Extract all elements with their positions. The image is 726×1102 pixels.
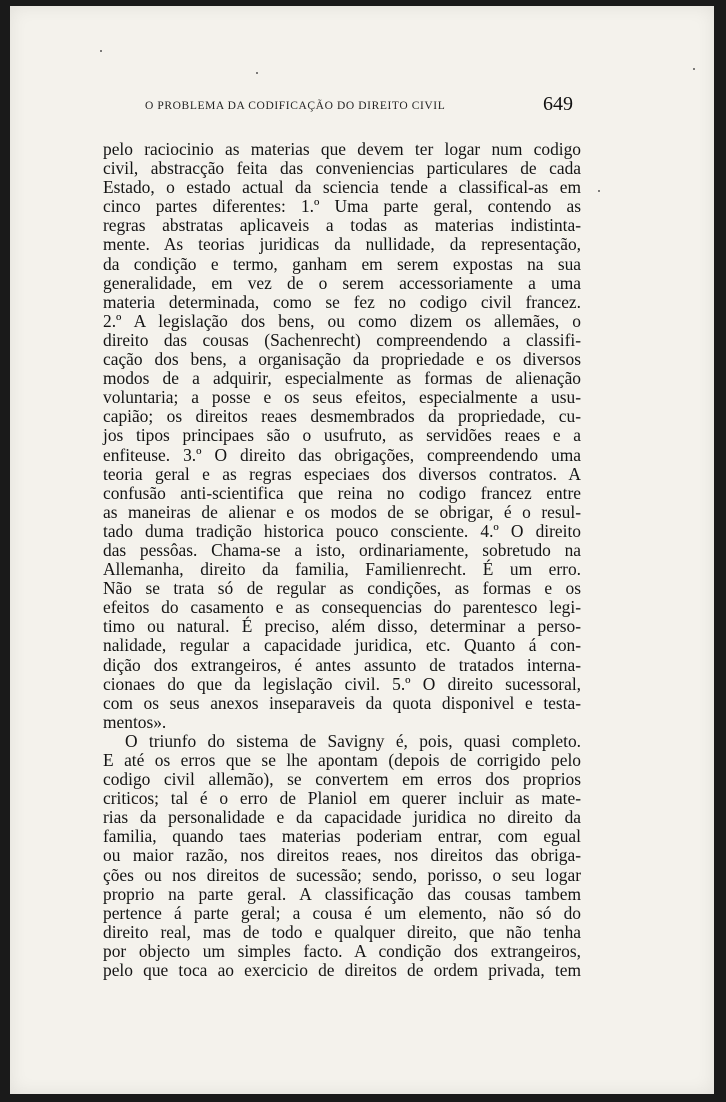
text-line: E até os erros que se lhe apontam (depois de corrigido pelo [103, 750, 581, 770]
text-line: regras abstratas aplicaveis a todas as materias indistinta- [103, 215, 581, 236]
text-line: mente. As teorias juridicas da nullidade, da representação, [103, 234, 581, 255]
text-line: Allemanha, direito da familia, Familienrecht. É um erro. [103, 559, 581, 580]
text-line: Estado, o estado actual da sciencia tende a classifical-as em [103, 177, 581, 198]
text-line: proprio na parte geral. A classificação das cousas tambem [103, 883, 581, 904]
text-line: tado duma tradição historica pouco consciente. 4.º O direito [103, 520, 581, 541]
text-line: criticos; tal é o erro de Planiol em querer incluir as mate- [103, 788, 581, 809]
text-line: Não se trata só de regular as condições, as formas e os [103, 578, 581, 599]
text-line: por objecto um simples facto. A condição dos extrangeiros, [103, 940, 581, 961]
page-number: 649 [543, 93, 573, 115]
text-line: civil, abstracção feita das conveniencias particulares de cada [103, 158, 581, 179]
text-line: pertence á parte geral; a cousa é um elemento, não só do [103, 902, 581, 923]
text-line: generalidade, em vez de o serem accessoriamente a uma [103, 272, 581, 293]
body-text [103, 140, 581, 980]
text-line: materia determinada, como se fez no codigo civil francez. [103, 291, 581, 312]
text-line: voluntaria; a posse e os seus efeitos, especialmente a usu- [103, 387, 581, 408]
paper-speck [598, 190, 600, 192]
text-line: dição dos extrangeiros, é antes assunto de tratados interna- [103, 654, 581, 675]
text-line: cação dos bens, a organisação da propriedade e os diversos [103, 349, 581, 370]
text-line: rias da personalidade e da capacidade juridica no direito da [103, 807, 581, 828]
text-line: O triunfo do sistema de Savigny é, pois, quasi completo. [125, 730, 581, 751]
paper-speck [100, 50, 102, 52]
text-line: capião; os direitos reaes desmembrados da propriedade, cu- [103, 406, 581, 427]
text-line: modos de a adquirir, especialmente as formas de alienação [103, 368, 581, 389]
text-line: mentos». [103, 711, 167, 732]
text-line: cionaes do que da legislação civil. 5.º O direito sucessoral, [103, 673, 581, 694]
text-line: cinco partes diferentes: 1.º Uma parte geral, contendo as [103, 196, 581, 217]
text-line: pelo raciocinio as materias que devem ter logar num codigo [103, 139, 581, 159]
text-line: enfiteuse. 3.º O direito das obrigações, compreendendo uma [103, 444, 581, 465]
text-line: nalidade, regular a capacidade juridica, etc. Quanto á con- [103, 635, 581, 656]
text-line: timo ou natural. É preciso, além disso, determinar a perso- [103, 616, 581, 637]
text-line: ções ou nos direitos de sucessão; sendo, porisso, o seu logar [103, 864, 581, 885]
text-line: efeitos do casamento e as consequencias do parentesco legi- [103, 597, 581, 618]
paper-speck [256, 72, 258, 74]
text-line: confusão anti-scientifica que reina no codigo francez entre [103, 482, 581, 503]
text-line: as maneiras de alienar e os modos de se obrigar, é o resul- [103, 501, 581, 522]
running-header: O PROBLEMA DA CODIFICAÇÃO DO DIREITO CIVIL [145, 100, 446, 112]
text-line: pelo que toca ao exercicio de direitos de ordem privada, tem [103, 960, 581, 981]
text-line: ou maior razão, nos direitos reaes, nos direitos das obriga- [103, 845, 581, 866]
text-line: das pessôas. Chama-se a isto, ordinariamente, sobretudo na [103, 539, 581, 560]
text-line: da condição e termo, ganham em serem expostas na sua [103, 253, 581, 274]
text-line: direito das cousas (Sachenrecht) compreendendo a classifi- [103, 329, 581, 350]
text-line: 2.º A legislação dos bens, ou como dizem os allemães, o [103, 310, 581, 331]
text-line: com os seus anexos inseparaveis da quota disponivel e testa- [103, 692, 581, 713]
book-page [10, 6, 714, 1094]
text-line: jos tipos principaes são o usufruto, as servidões reaes e a [103, 425, 581, 446]
text-line: familia, quando taes materias poderiam entrar, com egual [103, 826, 581, 847]
text-line: direito real, mas de todo e qualquer direito, que não tenha [103, 921, 581, 942]
text-line: codigo civil allemão), se convertem em erros dos proprios [103, 769, 581, 790]
text-line: teoria geral e as regras especiaes dos diversos contratos. A [103, 463, 581, 484]
paper-speck [693, 68, 695, 70]
